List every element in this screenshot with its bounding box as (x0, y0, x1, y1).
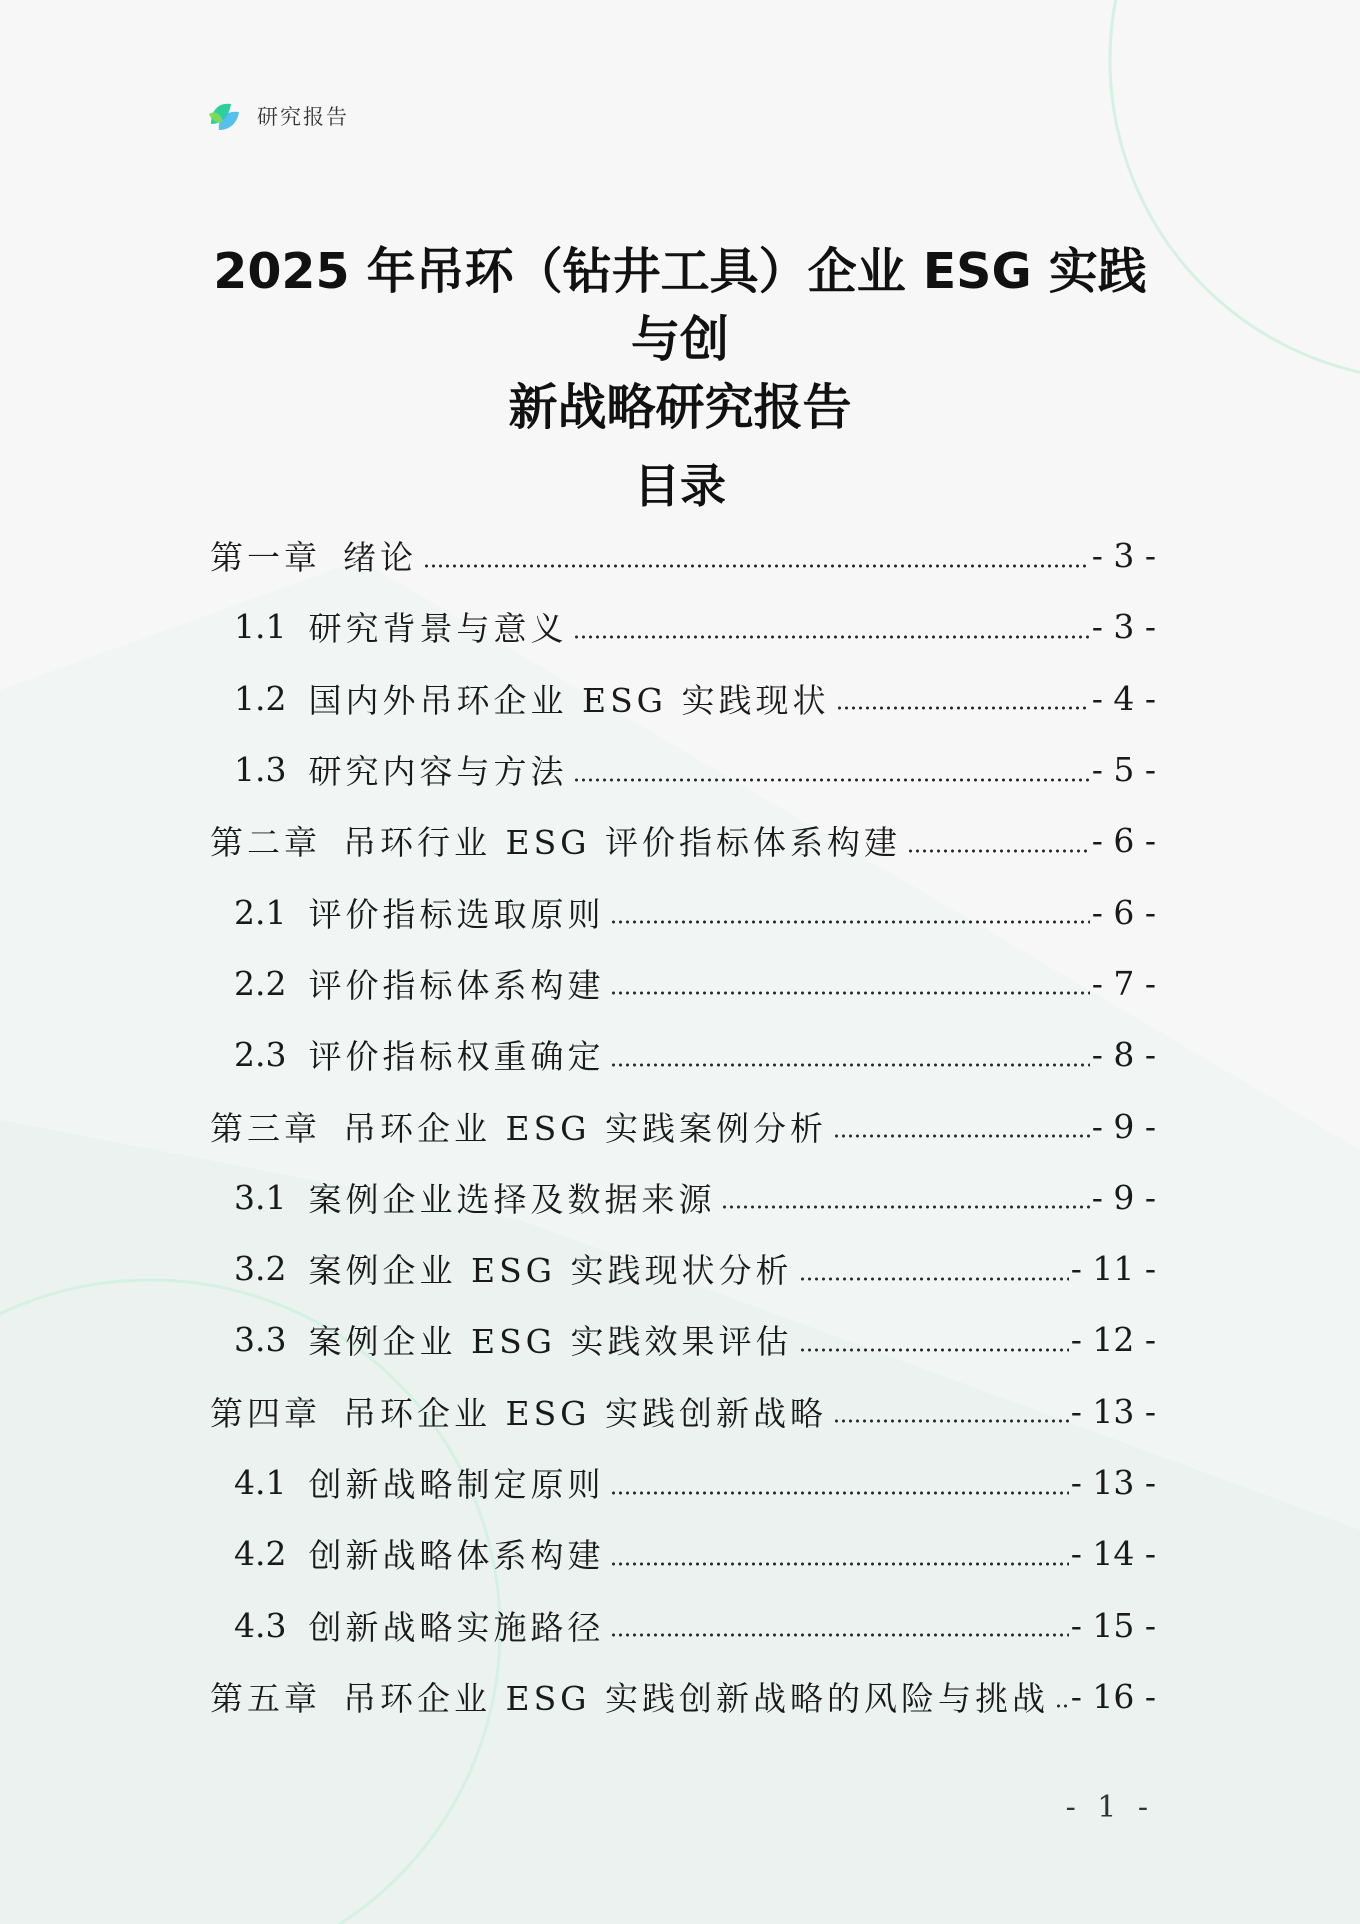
toc-entry-section-2-3[interactable] (210, 1019, 1156, 1090)
toc-entry-number: 3.2 (234, 1249, 287, 1289)
toc-entry-page: - 9 - (1091, 1106, 1156, 1146)
toc-entry-number: 第一章 (210, 538, 321, 578)
toc-entry-chapter-4[interactable] (210, 1376, 1156, 1447)
toc-dot-leader (610, 1469, 1068, 1497)
toc-entry-title: 吊环行业 ESG 评价指标体系构建 (343, 823, 902, 863)
toc-entry-number: 第五章 (210, 1678, 321, 1718)
toc-dot-leader (836, 684, 1090, 712)
toc-entry-section-4-2[interactable] (210, 1518, 1156, 1589)
report-title-line-2: 新战略研究报告 (508, 379, 852, 436)
toc-dot-leader (573, 756, 1089, 784)
toc-entry-page: - 7 - (1091, 963, 1156, 1003)
toc-entry-chapter-3[interactable] (210, 1090, 1156, 1161)
report-title-line-1: 2025 年吊环（钻井工具）企业 ESG 实践与创 (213, 243, 1147, 368)
toc-entry-page: - 3 - (1091, 536, 1156, 576)
toc-entry-page: - 8 - (1091, 1035, 1156, 1075)
toc-dot-leader (610, 1041, 1089, 1069)
toc-entry-title: 创新战略体系构建 (308, 1536, 605, 1576)
toc-dot-leader (799, 1326, 1069, 1354)
toc-dot-leader (610, 969, 1089, 997)
toc-entry-section-2-2[interactable] (210, 948, 1156, 1019)
toc-entry-title: 案例企业 ESG 实践效果评估 (308, 1322, 793, 1362)
toc-entry-section-1-1[interactable] (210, 591, 1156, 662)
toc-entry-title: 案例企业 ESG 实践现状分析 (308, 1251, 793, 1291)
toc-entry-title: 评价指标体系构建 (308, 965, 605, 1005)
toc-entry-section-2-1[interactable] (210, 876, 1156, 947)
toc-entry-number: 第四章 (210, 1393, 321, 1433)
toc-entry-page: - 14 - (1070, 1534, 1156, 1574)
toc-entry-page: - 12 - (1070, 1320, 1156, 1360)
toc-entry-section-1-3[interactable] (210, 734, 1156, 805)
toc-entry-title: 国内外吊环企业 ESG 实践现状 (308, 680, 830, 720)
toc-entry-section-3-3[interactable] (210, 1304, 1156, 1375)
toc-dot-leader (907, 827, 1090, 855)
toc-entry-page: - 13 - (1070, 1463, 1156, 1502)
toc-entry-section-4-3[interactable] (210, 1589, 1156, 1660)
toc-dot-leader (610, 898, 1089, 926)
toc-entry-number: 1.2 (234, 678, 287, 718)
toc-dot-leader (610, 1540, 1068, 1568)
toc-entry-title: 创新战略制定原则 (308, 1465, 605, 1504)
toc-entry-number: 4.1 (234, 1463, 287, 1502)
toc-entry-number: 4.3 (234, 1605, 287, 1645)
toc-entry-number: 1.3 (234, 750, 287, 790)
toc-entry-number: 4.2 (234, 1534, 287, 1574)
toc-entry-page: - 16 - (1070, 1676, 1156, 1716)
toc-entry-title: 评价指标权重确定 (308, 1037, 605, 1077)
toc-entry-number: 3.3 (234, 1320, 287, 1360)
toc-entry-page: - 4 - (1091, 678, 1156, 718)
toc-entry-title: 吊环企业 ESG 实践创新战略的风险与挑战 (343, 1678, 1050, 1718)
leaf-logo-icon (205, 96, 245, 136)
toc-entry-page: - 6 - (1091, 892, 1156, 932)
toc-entry-number: 3.1 (234, 1177, 287, 1217)
toc-heading: 目录 (634, 459, 726, 513)
toc-entry-chapter-1[interactable] (210, 520, 1156, 591)
toc-dot-leader (573, 613, 1089, 641)
toc-entry-page: - 15 - (1070, 1605, 1156, 1645)
toc-entry-number: 2.3 (234, 1035, 287, 1075)
toc-entry-title: 创新战略实施路径 (308, 1607, 605, 1647)
toc-dot-leader (1055, 1682, 1069, 1710)
toc-entry-section-3-1[interactable] (210, 1162, 1156, 1233)
toc-entry-page: - 11 - (1070, 1249, 1156, 1289)
toc-entry-page: - 5 - (1091, 750, 1156, 790)
report-title (190, 238, 1170, 442)
toc-dot-leader (833, 1397, 1069, 1425)
toc-dot-leader (721, 1183, 1089, 1211)
toc-entry-chapter-2[interactable] (210, 805, 1156, 876)
toc-entry-page: - 13 - (1070, 1391, 1156, 1431)
toc-entry-number: 1.1 (234, 607, 287, 647)
toc-dot-leader (799, 1255, 1069, 1283)
toc-entry-section-1-2[interactable] (210, 663, 1156, 734)
toc-entry-title: 案例企业选择及数据来源 (308, 1179, 716, 1219)
toc-entry-number: 2.2 (234, 963, 287, 1003)
toc-entry-title: 研究背景与意义 (308, 609, 568, 649)
toc-dot-leader (423, 542, 1090, 570)
toc-entry-title: 吊环企业 ESG 实践创新战略 (343, 1393, 828, 1433)
toc-entry-number: 第二章 (210, 823, 321, 863)
toc-entry-section-4-1[interactable] (210, 1447, 1156, 1518)
toc-entry-title: 吊环企业 ESG 实践案例分析 (343, 1108, 828, 1148)
toc-entry-number: 2.1 (234, 892, 287, 932)
header-label: 研究报告 (257, 105, 349, 129)
toc-dot-leader (833, 1112, 1090, 1140)
toc-entry-page: - 3 - (1091, 607, 1156, 647)
toc-entry-page: - 6 - (1091, 821, 1156, 861)
toc-entry-title: 绪论 (343, 538, 417, 578)
table-of-contents (210, 520, 1156, 1732)
toc-entry-number: 第三章 (210, 1108, 321, 1148)
toc-entry-title: 评价指标选取原则 (308, 894, 605, 934)
report-header (205, 96, 349, 136)
toc-dot-leader (610, 1611, 1068, 1639)
page-number: - 1 - (1065, 1790, 1154, 1825)
toc-entry-page: - 9 - (1091, 1177, 1156, 1217)
toc-entry-chapter-5[interactable] (210, 1661, 1156, 1732)
toc-entry-title: 研究内容与方法 (308, 752, 568, 792)
toc-entry-section-3-2[interactable] (210, 1233, 1156, 1304)
